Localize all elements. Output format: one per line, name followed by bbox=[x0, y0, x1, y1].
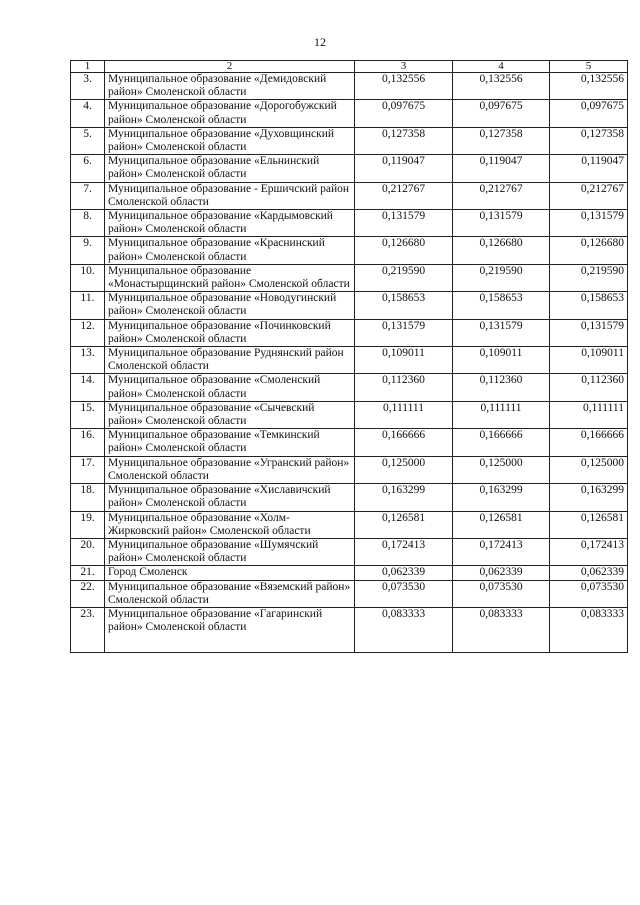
value-col3-cell: 0,163299 bbox=[355, 484, 453, 511]
table-row bbox=[71, 73, 628, 100]
table-row bbox=[71, 538, 628, 565]
value-col5-cell: 0,172413 bbox=[550, 538, 628, 565]
value-col4-cell: 0,109011 bbox=[453, 347, 550, 374]
table-row bbox=[71, 511, 628, 538]
table-row bbox=[71, 429, 628, 456]
value-col4-cell: 0,127358 bbox=[453, 127, 550, 154]
column-header-3: 3 bbox=[355, 61, 453, 73]
value-col4-cell: 0,158653 bbox=[453, 292, 550, 319]
column-header-1: 1 bbox=[71, 61, 105, 73]
value-col3-cell: 0,125000 bbox=[355, 456, 453, 483]
value-col3-cell: 0,126680 bbox=[355, 237, 453, 264]
value-col3-cell: 0,127358 bbox=[355, 127, 453, 154]
column-header-5: 5 bbox=[550, 61, 628, 73]
table-row bbox=[71, 237, 628, 264]
value-col3-cell: 0,111111 bbox=[355, 401, 453, 428]
value-col4-cell: 0,132556 bbox=[453, 73, 550, 100]
row-number-cell: 10. bbox=[71, 264, 105, 291]
row-number-cell: 20. bbox=[71, 538, 105, 565]
municipality-name-cell: Муниципальное образование «Дорогобужский район» Смоленской области bbox=[105, 100, 355, 127]
table-row bbox=[71, 127, 628, 154]
value-col3-cell: 0,166666 bbox=[355, 429, 453, 456]
value-col5-cell: 0,166666 bbox=[550, 429, 628, 456]
municipality-name-cell: Муниципальное образование «Холм-Жирковский район» Смоленской области bbox=[105, 511, 355, 538]
value-col4-cell: 0,062339 bbox=[453, 566, 550, 580]
value-col5-cell: 0,131579 bbox=[550, 319, 628, 346]
municipality-name-cell: Муниципальное образование «Монастырщинский район» Смоленской области bbox=[105, 264, 355, 291]
municipality-name-cell: Муниципальное образование «Починковский район» Смоленской области bbox=[105, 319, 355, 346]
value-col4-cell: 0,111111 bbox=[453, 401, 550, 428]
row-number-cell: 22. bbox=[71, 580, 105, 607]
value-col4-cell: 0,172413 bbox=[453, 538, 550, 565]
value-col5-cell: 0,083333 bbox=[550, 607, 628, 652]
value-col3-cell: 0,112360 bbox=[355, 374, 453, 401]
value-col4-cell: 0,083333 bbox=[453, 607, 550, 652]
municipality-name-cell: Город Смоленск bbox=[105, 566, 355, 580]
value-col3-cell: 0,158653 bbox=[355, 292, 453, 319]
value-col5-cell: 0,073530 bbox=[550, 580, 628, 607]
row-number-cell: 12. bbox=[71, 319, 105, 346]
municipality-name-cell: Муниципальное образование - Ершичский район Смоленской области bbox=[105, 182, 355, 209]
value-col4-cell: 0,126680 bbox=[453, 237, 550, 264]
value-col5-cell: 0,158653 bbox=[550, 292, 628, 319]
value-col5-cell: 0,131579 bbox=[550, 210, 628, 237]
table-row bbox=[71, 456, 628, 483]
row-number-cell: 5. bbox=[71, 127, 105, 154]
table-row bbox=[71, 100, 628, 127]
municipality-name-cell: Муниципальное образование «Темкинский район» Смоленской области bbox=[105, 429, 355, 456]
coefficients-table bbox=[70, 60, 628, 653]
table-row bbox=[71, 319, 628, 346]
value-col3-cell: 0,062339 bbox=[355, 566, 453, 580]
value-col5-cell: 0,163299 bbox=[550, 484, 628, 511]
value-col5-cell: 0,112360 bbox=[550, 374, 628, 401]
value-col3-cell: 0,172413 bbox=[355, 538, 453, 565]
value-col4-cell: 0,166666 bbox=[453, 429, 550, 456]
value-col5-cell: 0,212767 bbox=[550, 182, 628, 209]
value-col5-cell: 0,126680 bbox=[550, 237, 628, 264]
value-col4-cell: 0,073530 bbox=[453, 580, 550, 607]
row-number-cell: 18. bbox=[71, 484, 105, 511]
municipality-name-cell: Муниципальное образование «Кардымовский район» Смоленской области bbox=[105, 210, 355, 237]
value-col3-cell: 0,219590 bbox=[355, 264, 453, 291]
value-col3-cell: 0,212767 bbox=[355, 182, 453, 209]
value-col4-cell: 0,131579 bbox=[453, 210, 550, 237]
value-col3-cell: 0,131579 bbox=[355, 319, 453, 346]
value-col4-cell: 0,131579 bbox=[453, 319, 550, 346]
municipality-name-cell: Муниципальное образование «Краснинский район» Смоленской области bbox=[105, 237, 355, 264]
value-col5-cell: 0,109011 bbox=[550, 347, 628, 374]
value-col3-cell: 0,131579 bbox=[355, 210, 453, 237]
row-number-cell: 7. bbox=[71, 182, 105, 209]
value-col5-cell: 0,111111 bbox=[550, 401, 628, 428]
value-col5-cell: 0,062339 bbox=[550, 566, 628, 580]
value-col4-cell: 0,126581 bbox=[453, 511, 550, 538]
municipality-name-cell: Муниципальное образование «Смоленский район» Смоленской области bbox=[105, 374, 355, 401]
table-row bbox=[71, 566, 628, 580]
value-col5-cell: 0,126581 bbox=[550, 511, 628, 538]
value-col3-cell: 0,132556 bbox=[355, 73, 453, 100]
value-col4-cell: 0,097675 bbox=[453, 100, 550, 127]
row-number-cell: 14. bbox=[71, 374, 105, 401]
value-col5-cell: 0,132556 bbox=[550, 73, 628, 100]
table-row bbox=[71, 607, 628, 652]
row-number-cell: 3. bbox=[71, 73, 105, 100]
value-col3-cell: 0,083333 bbox=[355, 607, 453, 652]
value-col3-cell: 0,126581 bbox=[355, 511, 453, 538]
row-number-cell: 9. bbox=[71, 237, 105, 264]
table-row bbox=[71, 182, 628, 209]
row-number-cell: 17. bbox=[71, 456, 105, 483]
municipality-name-cell: Муниципальное образование «Шумячский район» Смоленской области bbox=[105, 538, 355, 565]
column-header-2: 2 bbox=[105, 61, 355, 73]
municipality-name-cell: Муниципальное образование «Ельнинский район» Смоленской области bbox=[105, 155, 355, 182]
value-col4-cell: 0,219590 bbox=[453, 264, 550, 291]
municipality-name-cell: Муниципальное образование Руднянский район Смоленской области bbox=[105, 347, 355, 374]
row-number-cell: 21. bbox=[71, 566, 105, 580]
municipality-name-cell: Муниципальное образование «Новодугинский район» Смоленской области bbox=[105, 292, 355, 319]
value-col3-cell: 0,109011 bbox=[355, 347, 453, 374]
value-col5-cell: 0,219590 bbox=[550, 264, 628, 291]
municipality-name-cell: Муниципальное образование «Демидовский район» Смоленской области bbox=[105, 73, 355, 100]
value-col4-cell: 0,112360 bbox=[453, 374, 550, 401]
value-col5-cell: 0,119047 bbox=[550, 155, 628, 182]
row-number-cell: 23. bbox=[71, 607, 105, 652]
table-row bbox=[71, 264, 628, 291]
table-row bbox=[71, 401, 628, 428]
value-col5-cell: 0,097675 bbox=[550, 100, 628, 127]
row-number-cell: 15. bbox=[71, 401, 105, 428]
table-row bbox=[71, 210, 628, 237]
municipality-name-cell: Муниципальное образование «Вяземский район» Смоленской области bbox=[105, 580, 355, 607]
table-row bbox=[71, 374, 628, 401]
row-number-cell: 6. bbox=[71, 155, 105, 182]
table-row bbox=[71, 155, 628, 182]
value-col3-cell: 0,097675 bbox=[355, 100, 453, 127]
value-col4-cell: 0,212767 bbox=[453, 182, 550, 209]
table-row bbox=[71, 580, 628, 607]
municipality-name-cell: Муниципальное образование «Угранский район» Смоленской области bbox=[105, 456, 355, 483]
table-header-row bbox=[71, 61, 628, 73]
value-col4-cell: 0,125000 bbox=[453, 456, 550, 483]
row-number-cell: 16. bbox=[71, 429, 105, 456]
row-number-cell: 4. bbox=[71, 100, 105, 127]
value-col3-cell: 0,073530 bbox=[355, 580, 453, 607]
municipality-name-cell: Муниципальное образование «Сычевский район» Смоленской области bbox=[105, 401, 355, 428]
row-number-cell: 13. bbox=[71, 347, 105, 374]
table-row bbox=[71, 484, 628, 511]
value-col3-cell: 0,119047 bbox=[355, 155, 453, 182]
municipality-name-cell: Муниципальное образование «Гагаринский район» Смоленской области bbox=[105, 607, 355, 652]
value-col4-cell: 0,163299 bbox=[453, 484, 550, 511]
column-header-4: 4 bbox=[453, 61, 550, 73]
table-row bbox=[71, 347, 628, 374]
row-number-cell: 19. bbox=[71, 511, 105, 538]
row-number-cell: 11. bbox=[71, 292, 105, 319]
value-col4-cell: 0,119047 bbox=[453, 155, 550, 182]
municipality-name-cell: Муниципальное образование «Духовщинский район» Смоленской области bbox=[105, 127, 355, 154]
value-col5-cell: 0,127358 bbox=[550, 127, 628, 154]
page-number: 12 bbox=[314, 35, 326, 49]
municipality-name-cell: Муниципальное образование «Хиславичский район» Смоленской области bbox=[105, 484, 355, 511]
value-col5-cell: 0,125000 bbox=[550, 456, 628, 483]
table-row bbox=[71, 292, 628, 319]
table-body bbox=[71, 73, 628, 653]
row-number-cell: 8. bbox=[71, 210, 105, 237]
